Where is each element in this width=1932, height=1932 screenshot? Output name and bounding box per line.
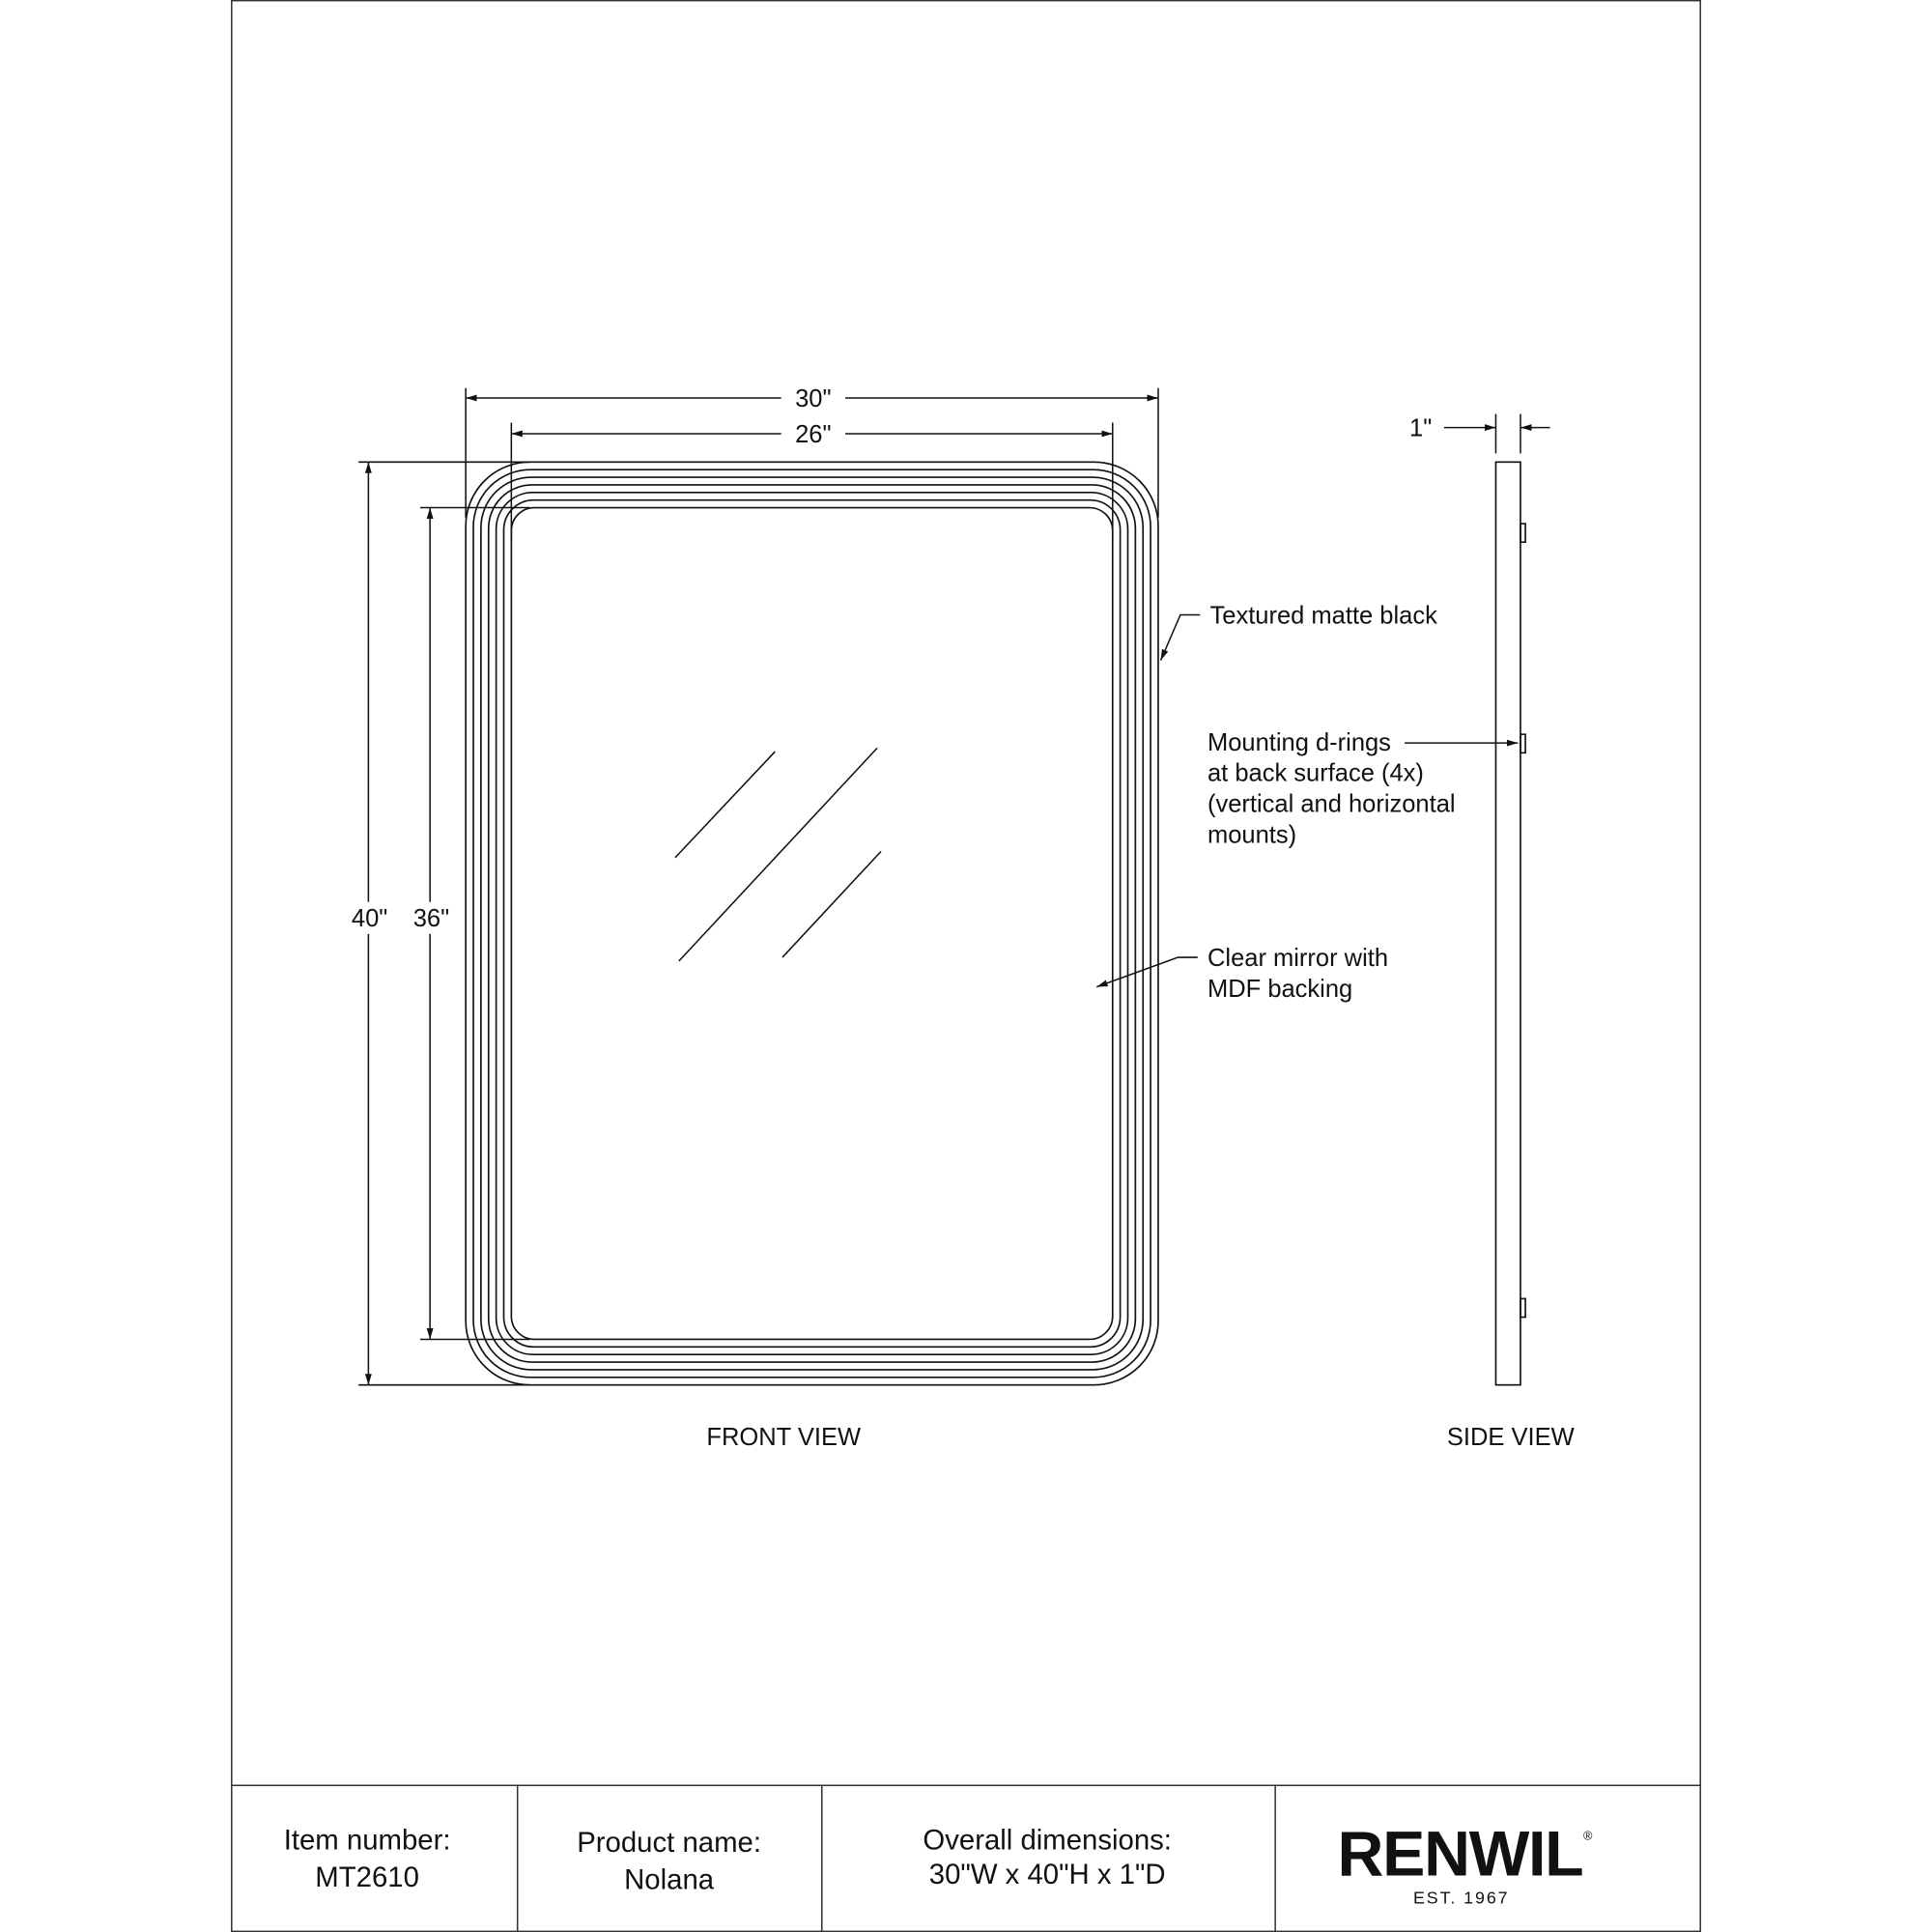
mirror-height-label: 36" (412, 905, 450, 933)
brand-tagline: EST. 1967 (1412, 1888, 1510, 1908)
callout-mirror-line: MDF backing (1208, 975, 1353, 1003)
frame-ring (481, 477, 1143, 1370)
callout-mirror (1096, 945, 1388, 1003)
callout-mounting-line: Mounting d-rings (1208, 728, 1391, 756)
callout-mounting-line: at back surface (4x) (1208, 759, 1424, 787)
callout-mounting (1208, 729, 1518, 849)
d-ring-icon (1520, 1298, 1525, 1317)
overall-width-label: 30" (795, 384, 832, 412)
frame-ring (473, 469, 1151, 1378)
product-name-label: Product name: (577, 1827, 761, 1860)
renwil-logo (1338, 1818, 1593, 1907)
frame-ring (489, 485, 1136, 1362)
sheet-border (232, 1, 1700, 1932)
callout-mounting-line: mounts) (1208, 821, 1297, 849)
overall-height-label: 40" (351, 905, 388, 933)
dimension-overall-width (466, 385, 1158, 518)
callout-mounting-line: (vertical and horizontal (1208, 790, 1456, 818)
side-view-label: SIDE VIEW (1446, 1424, 1575, 1452)
brand-name: RENWIL (1337, 1818, 1583, 1890)
callout-finish (1161, 602, 1438, 660)
item-number-value: MT2610 (315, 1861, 419, 1893)
mirror-width-label: 26" (795, 420, 832, 448)
item-number-label: Item number: (283, 1824, 451, 1857)
overall-dimensions-label: Overall dimensions: (923, 1824, 1172, 1857)
d-ring-icon (1520, 524, 1525, 542)
callout-mirror-line: Clear mirror with (1208, 944, 1389, 972)
depth-label: 1" (1409, 414, 1433, 442)
front-view-label: FRONT VIEW (706, 1424, 862, 1452)
mirror-side-view (1495, 462, 1525, 1384)
d-ring-icon (1520, 734, 1525, 753)
frame-ring (466, 462, 1158, 1384)
overall-dimensions-value: 30"W x 40"H x 1"D (928, 1859, 1166, 1891)
mirror-frame-front-view (466, 462, 1158, 1384)
dimension-depth (1409, 414, 1550, 454)
callout-finish-text: Textured matte black (1209, 602, 1437, 630)
mirror-glare-icon (675, 748, 881, 961)
frame-ring (511, 508, 1112, 1340)
frame-ring (503, 500, 1120, 1348)
dimension-mirror-width (511, 421, 1112, 542)
product-name-value: Nolana (624, 1863, 715, 1896)
frame-ring (497, 493, 1128, 1354)
registered-mark: ® (1583, 1828, 1593, 1843)
